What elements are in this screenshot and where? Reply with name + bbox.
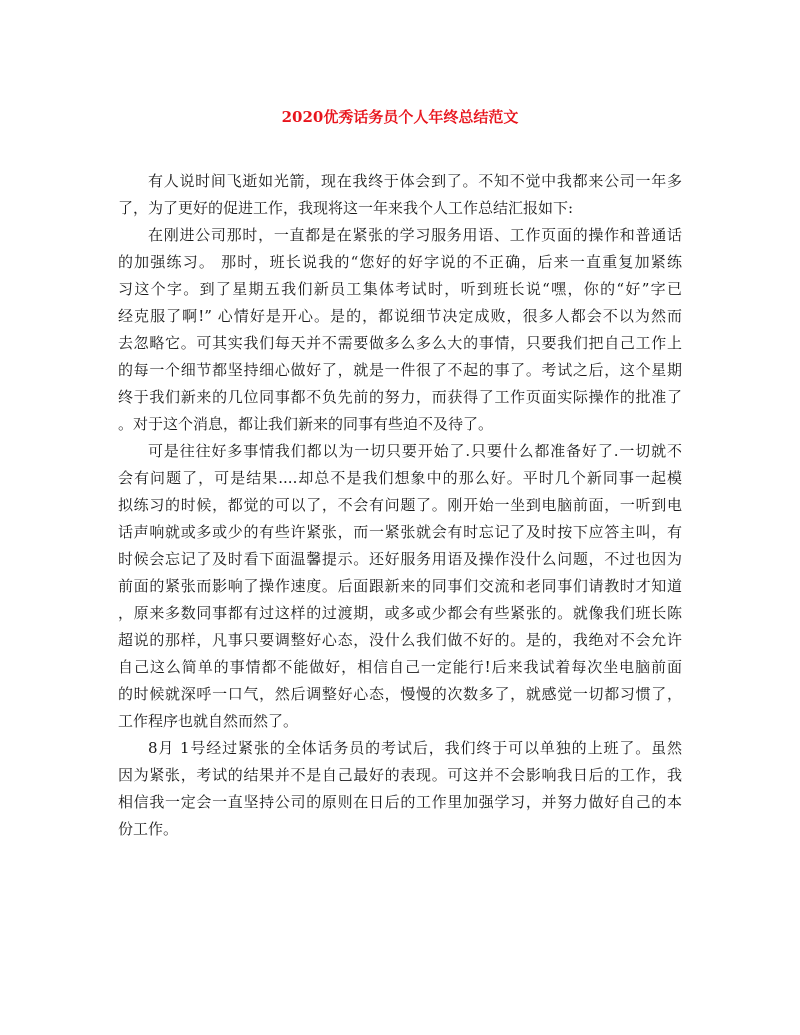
text-line: 会有问题了，可是结果....却总不是我们想象中的那么好。平时几个新同事一起模 [118, 469, 682, 487]
page-title: 2020优秀话务员个人年终总结范文 [281, 108, 519, 126]
text-line: 习这个字。到了星期五我们新员工集体考试时，听到班长说“嘿，你的“好”字已 [118, 280, 682, 298]
text-line: 份工作。 [118, 820, 179, 838]
text-line: 的加强练习。 那时，班长说我的“您好的好字说的不正确，后来一直重复加紧练 [118, 253, 682, 271]
text-line: 去忽略它。可其实我们每天并不需要做多么多么大的事情，只要我们把自己工作上 [118, 334, 682, 352]
text-line: 有人说时间飞逝如光箭，现在我终于体会到了。不知不觉中我都来公司一年多 [148, 172, 682, 190]
text-line: 的每一个细节都坚持细心做好了，就是一件很了不起的事了。考试之后，这个星期 [118, 361, 682, 379]
text-line: 经克服了啊!” 心情好是开心。是的，都说细节决定成败，很多人都会不以为然而 [118, 307, 682, 325]
text-line: 在刚进公司那时，一直都是在紧张的学习服务用语、工作页面的操作和普通话 [148, 226, 682, 244]
text-line: ，原来多数同事都有过这样的过渡期，或多或少都会有些紧张的。就像我们班长陈 [118, 604, 682, 622]
text-line: 的时候就深呼一口气，然后调整好心态，慢慢的次数多了，就感觉一切都习惯了， [118, 685, 682, 703]
text-line: 前面的紧张而影响了操作速度。后面跟新来的同事们交流和老同事们请教时才知道 [118, 577, 682, 595]
text-line: 可是往往好多事情我们都以为一切只要开始了.只要什么都准备好了.一切就不 [148, 442, 682, 460]
text-line: 自己这么简单的事情都不能做好，相信自己一定能行!后来我试着每次坐电脑前面 [118, 658, 682, 676]
text-line: 话声响就或多或少的有些许紧张，而一紧张就会有时忘记了及时按下应答主叫，有 [118, 523, 682, 541]
text-line: 8月 1号经过紧张的全体话务员的考试后，我们终于可以单独的上班了。虽然 [148, 739, 682, 757]
text-line: 时候会忘记了及时看下面温馨提示。还好服务用语及操作没什么问题，不过也因为 [118, 550, 682, 568]
text-line: 。对于这个消息，都让我们新来的同事有些迫不及待了。 [118, 415, 494, 433]
text-line: 超说的那样，凡事只要调整好心态，没什么我们做不好的。是的，我绝对不会允许 [118, 631, 682, 649]
document-body [118, 168, 682, 843]
text-line: 了，为了更好的促进工作，我现将这一年来我个人工作总结汇报如下: [118, 199, 574, 217]
text-line: 工作程序也就自然而然了。 [118, 712, 299, 730]
text-line: 拟练习的时候，都觉的可以了，不会有问题了。刚开始一坐到电脑前面，一听到电 [118, 496, 682, 514]
text-line: 因为紧张，考试的结果并不是自己最好的表现。可这并不会影响我日后的工作，我 [118, 766, 682, 784]
text-line: 相信我一定会一直坚持公司的原则在日后的工作里加强学习，并努力做好自己的本 [118, 793, 682, 811]
text-line: 终于我们新来的几位同事都不负先前的努力，而获得了工作页面实际操作的批准了 [118, 388, 682, 406]
